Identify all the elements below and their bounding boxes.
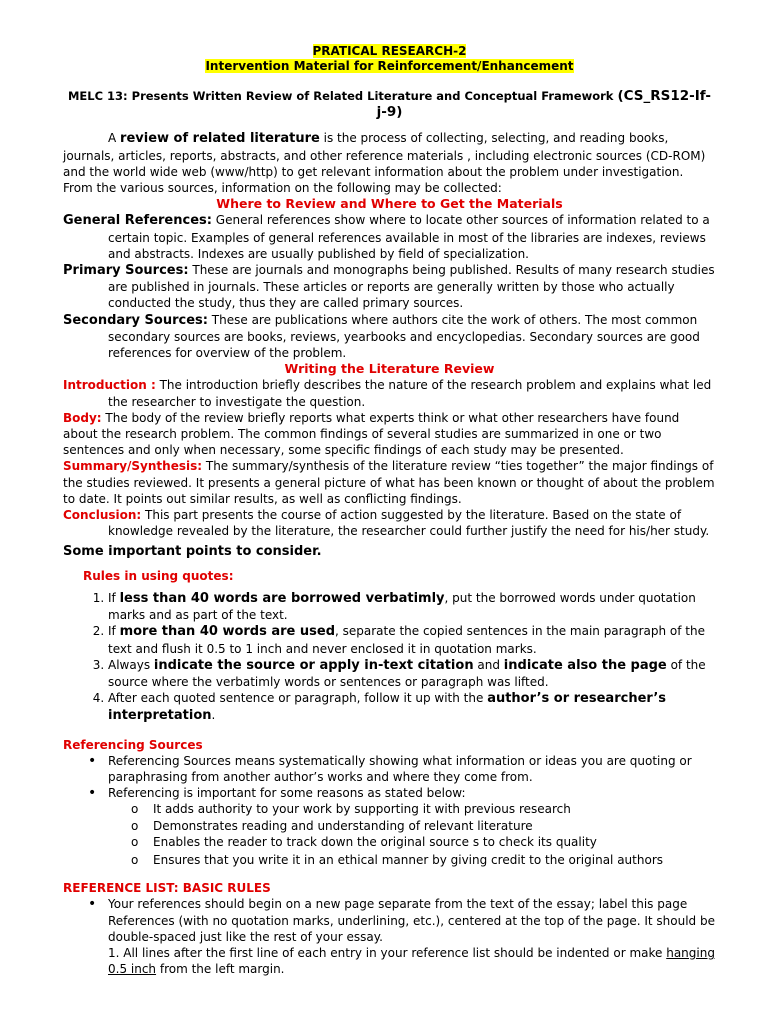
reflist-rule-1: 1. All lines after the first line of each entry in your reference list should be indented or make hanging 0.5 inch from the left margin. bbox=[108, 945, 715, 977]
sub-item: o It adds authority to your work by supporting it with previous research bbox=[153, 801, 716, 817]
title-line-2: Intervention Material for Reinforcement/Enhancement bbox=[205, 59, 574, 73]
melc-heading: MELC 13: Presents Written Review of Related Literature and Conceptual Framework (CS_RS12-If-j-9) bbox=[67, 88, 712, 121]
writing-heading: Writing the Literature Review bbox=[284, 361, 495, 377]
rules-heading: Rules in using quotes: bbox=[83, 568, 234, 583]
body-item: Body: The body of the review briefly reports what experts think or what other researchers have found about the research problem. The common findings of several studies are summarized in one or two sentences and only when necessary, some specific findings of each study may be presented. bbox=[63, 410, 680, 458]
rule-item: 3. Always indicate the source or apply in-text citation and indicate also the page of the source where the verbatimly words or sentences or paragraph was lifted. bbox=[108, 657, 716, 690]
sub-item: o Ensures that you write it in an ethical manner by giving credit to the original authors bbox=[153, 852, 716, 868]
reflist-list bbox=[63, 896, 716, 977]
rule-item: 1. If less than 40 words are borrowed verbatimly, put the borrowed words under quotation marks and as part of the text. bbox=[108, 590, 716, 623]
title-line-1: PRATICAL RESEARCH-2 bbox=[312, 44, 467, 58]
introduction-item: Introduction : The introduction briefly describes the nature of the research problem and explains what led the researcher to investigate the question. bbox=[63, 378, 712, 409]
intro-term: review of related literature bbox=[120, 131, 320, 147]
conclusion-item: Conclusion: This part presents the course of action suggested by the literature. Based on the state of knowledge revealed by the literature, the researcher could further justify the need for his/her study. bbox=[63, 508, 710, 539]
list-item: • Referencing Sources means systematically showing what information or ideas you are quoting or paraphrasing from another author’s works and where they come from. bbox=[108, 753, 716, 785]
melc-code: (CS_RS12-If-j-9) bbox=[376, 88, 712, 121]
document-title bbox=[63, 44, 716, 74]
referencing-heading: Referencing Sources bbox=[63, 737, 203, 752]
reflist-heading: REFERENCE LIST: BASIC RULES bbox=[63, 881, 271, 896]
sub-item: o Enables the reader to track down the original source s to check its quality bbox=[153, 834, 716, 850]
referencing-sublist bbox=[108, 801, 716, 868]
rule-item: 2. If more than 40 words are used, separate the copied sentences in the main paragraph of the text and flush it 0.5 to 1 inch and never enclosed it in quotation marks. bbox=[108, 623, 716, 656]
secondary-sources: Secondary Sources: These are publications where authors cite the work of others. The most common secondary sources are books, reviews, yearbooks and encyclopedias. Secondary sources are good references for overview of the problem. bbox=[63, 312, 700, 361]
intro-paragraph: A review of related literature is the process of collecting, selecting, and reading books, journals, articles, reports, abstracts, and other reference materials , including electronic sources (CD-ROM) and the world wide web (www/http) to get relevant information about the problem under investigation. From the various sources, information on the following may be collected: bbox=[63, 131, 706, 196]
general-references: General References: General references show where to locate other sources of information related to a certain topic. Examples of general references available in most of the libraries are indexes, reviews and abstracts. Indexes are usually published by field of specialization. bbox=[63, 213, 710, 261]
list-item: • Referencing is important for some reasons as stated below: o It adds authority to your work by supporting it with previous research o Demonstrates reading and understanding of relevant literature o Enables the reader to track down the original source s to check its quality o Ensures that you write it in an ethical manner by giving credit to the original authors bbox=[108, 785, 716, 868]
list-item: • Your references should begin on a new page separate from the text of the essay; label this page References (with no quotation marks, underlining, etc.), centered at the top of the page. It should be double-spaced just like the rest of your essay. 1. All lines after the first line of each entry in your reference list should be indented or make hanging 0.5 inch from the left margin. bbox=[108, 896, 716, 977]
summary-item: Summary/Synthesis: The summary/synthesis of the literature review “ties together” the major findings of the studies reviewed. It presents a general picture of what has been known or thought of about the problem to date. It points out similar results, as well as conflicting findings. bbox=[63, 459, 715, 506]
where-heading: Where to Review and Where to Get the Materials bbox=[216, 196, 563, 212]
sub-item: o Demonstrates reading and understanding of relevant literature bbox=[153, 818, 716, 834]
rules-list bbox=[63, 590, 716, 725]
points-heading: Some important points to consider. bbox=[63, 544, 322, 560]
referencing-list bbox=[63, 753, 716, 868]
rule-item: 4. After each quoted sentence or paragraph, follow it up with the author’s or researcher’s interpretation. bbox=[108, 690, 716, 724]
primary-sources: Primary Sources: These are journals and monographs being published. Results of many research studies are published in journals. These articles or reports are generally written by those who actually conducted the study, thus they are called primary sources. bbox=[63, 263, 715, 311]
